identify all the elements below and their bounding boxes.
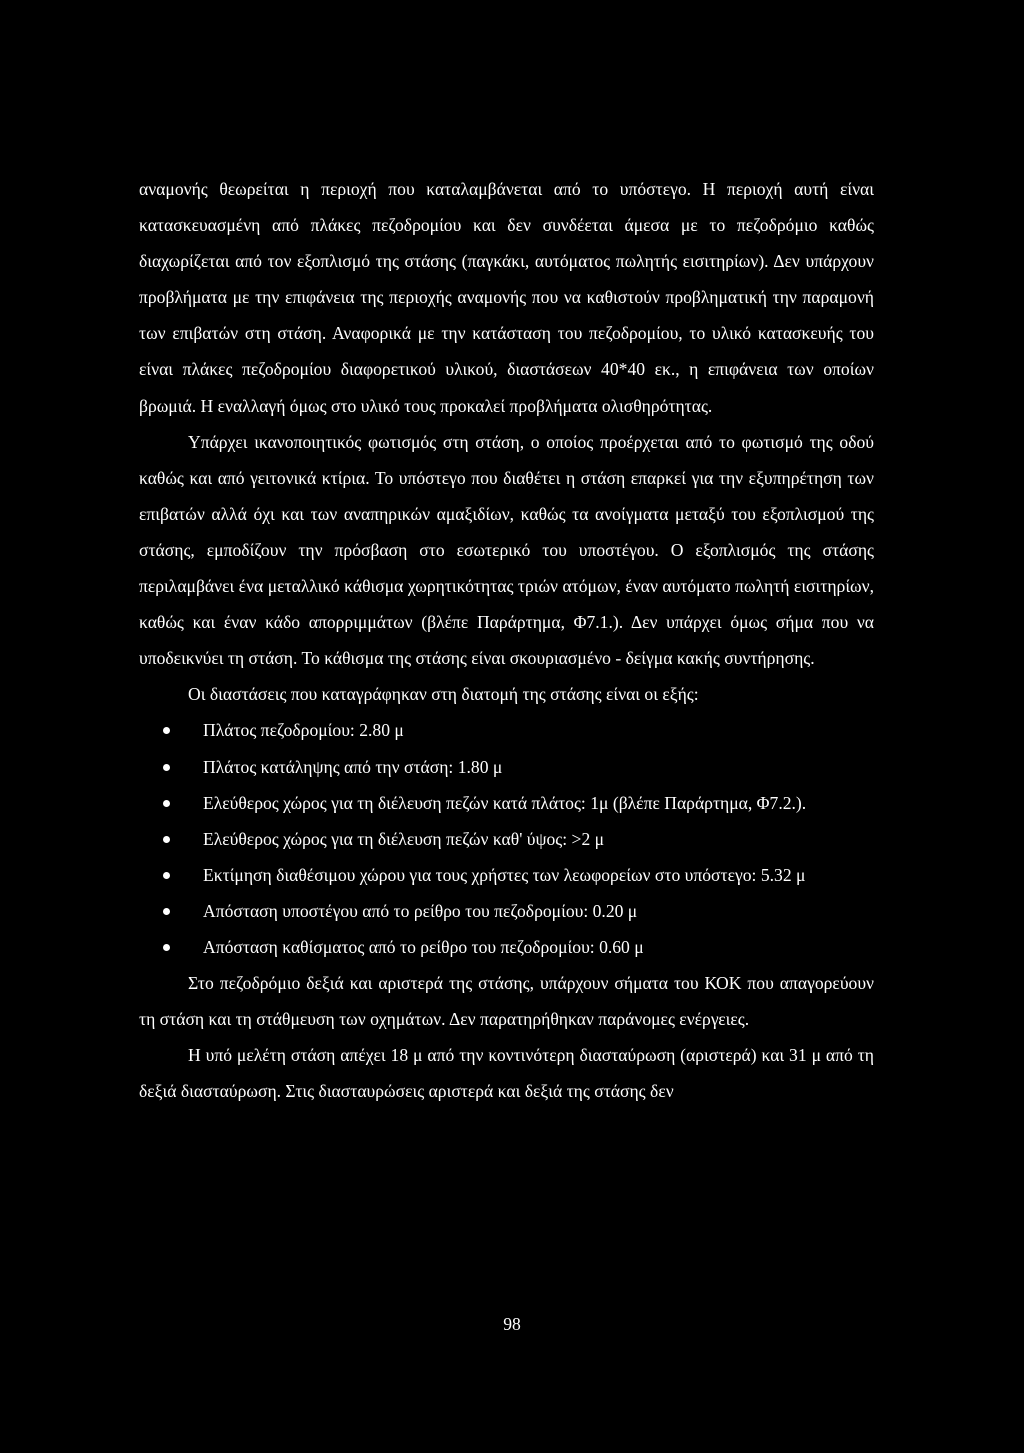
list-item-text: Πλάτος πεζοδρομίου: 2.80 μ — [203, 720, 404, 741]
list-item — [203, 821, 874, 857]
bullet-icon — [163, 944, 170, 951]
list-item-text: Εκτίμηση διαθέσιμου χώρου για τους χρήστες των λεωφορείων στο υπόστεγο: 5.32 μ — [203, 864, 806, 885]
paragraph-waiting-area: αναμονής θεωρείται η περιοχή που καταλαμβάνεται από το υπόστεγο. Η περιοχή αυτή είναι κατασκευασμένη από πλάκες πεζοδρομίου και δεν συνδέεται άμεσα με το πεζοδρόμιο καθώς διαχωρίζεται από τον εξοπλισμό της στάσης (παγκάκι, αυτόματος πωλητής εισιτηρίων). Δεν υπάρχουν προβλήματα με την επιφάνεια της περιοχής αναμονής που να καθιστούν προβληματική την παραμονή των επιβατών στη στάση. Αναφορικά με την κατάσταση του πεζοδρομίου, το υλικό κατασκευής του είναι πλάκες πεζοδρομίου διαφορετικού υλικού, διαστάσεων 40*40 εκ., η επιφάνεια των οποίων βρωμιά. Η εναλλαγή όμως στο υλικό τους προκαλεί προβλήματα ολισθηρότητας. — [139, 179, 874, 416]
bullet-icon — [163, 872, 170, 879]
bullet-icon — [163, 764, 170, 771]
list-item — [203, 929, 874, 965]
bullet-icon — [163, 836, 170, 843]
list-item — [203, 785, 874, 821]
list-item — [203, 749, 874, 785]
bullet-icon — [163, 800, 170, 807]
list-item — [203, 712, 874, 748]
paragraph-dimensions-intro: Οι διαστάσεις που καταγράφηκαν στη διατομή της στάσης είναι οι εξής: — [188, 684, 699, 705]
document-body — [139, 171, 874, 1109]
list-item-text: Απόσταση καθίσματος από το ρείθρο του πεζοδρομίου: 0.60 μ — [203, 936, 644, 957]
paragraph-lighting-equipment: Υπάρχει ικανοποιητικός φωτισμός στη στάση, ο οποίος προέρχεται από το φωτισμό της οδού καθώς και από γειτονικά κτίρια. Το υπόστεγο που διαθέτει η στάση επαρκεί για την εξυπηρέτηση των επιβατών αλλά όχι και των αναπηρικών αμαξιδίων, καθώς τα ανοίγματα μεταξύ του εξοπλισμού της στάσης, εμποδίζουν την πρόσβαση στο εσωτερικό του υποστέγου. Ο εξοπλισμός της στάσης περιλαμβάνει ένα μεταλλικό κάθισμα χωρητικότητας τριών ατόμων, έναν αυτόματο πωλητή εισιτηρίων, καθώς και έναν κάδο απορριμμάτων (βλέπε Παράρτημα, Φ7.1.). Δεν υπάρχει όμως σήμα που να υποδεικνύει τη στάση. Το κάθισμα της στάσης είναι σκουριασμένο - δείγμα κακής συντήρησης. — [139, 431, 874, 669]
list-item-text: Ελεύθερος χώρος για τη διέλευση πεζών κατά πλάτος: 1μ (βλέπε Παράρτημα, Φ7.2.). — [203, 792, 807, 813]
bullet-icon — [163, 908, 170, 915]
list-item — [203, 893, 874, 929]
list-item-text: Πλάτος κατάληψης από την στάση: 1.80 μ — [203, 756, 503, 777]
list-item-text: Ελεύθερος χώρος για τη διέλευση πεζών καθ' ύψος: >2 μ — [203, 828, 605, 849]
list-item — [203, 857, 874, 893]
dimensions-list — [139, 712, 874, 965]
paragraph-traffic-signs: Στο πεζοδρόμιο δεξιά και αριστερά της στάσης, υπάρχουν σήματα του ΚΟΚ που απαγορεύουν τη στάση και τη στάθμευση των οχημάτων. Δεν παρατηρήθηκαν παράνομες ενέργειες. — [139, 973, 874, 1030]
list-item-text: Απόσταση υποστέγου από το ρείθρο του πεζοδρομίου: 0.20 μ — [203, 900, 638, 921]
page-number: 98 — [503, 1314, 521, 1334]
paragraph-intersections: Η υπό μελέτη στάση απέχει 18 μ από την κοντινότερη διασταύρωση (αριστερά) και 31 μ από τη δεξιά διασταύρωση. Στις διασταυρώσεις αριστερά και δεξιά της στάσης δεν — [139, 1045, 874, 1102]
bullet-icon — [163, 727, 170, 734]
